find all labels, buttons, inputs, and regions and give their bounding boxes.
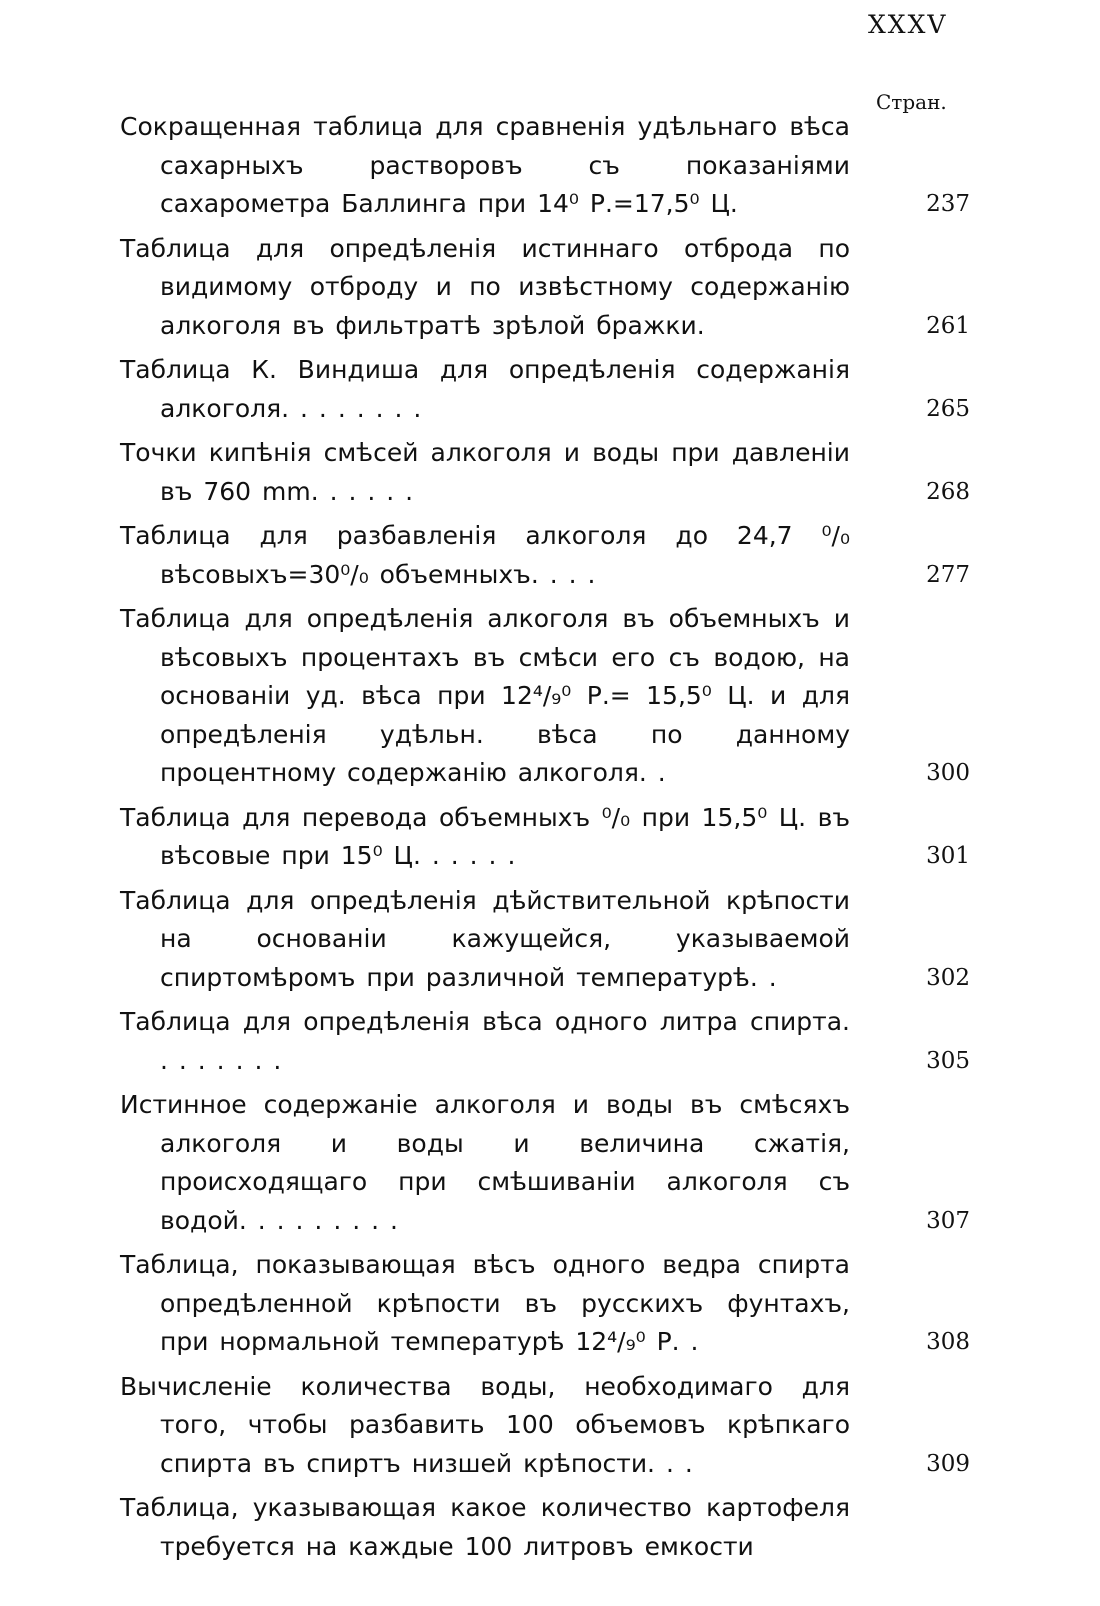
toc-entry-text: Таблица для опредѣленія истиннаго отброда по видимому отброду и по извѣстному содержанію алкоголя въ фильтратѣ зрѣлой бражки. <box>120 233 850 340</box>
toc-entry-page: 277 <box>926 561 970 588</box>
toc-entry <box>120 351 970 428</box>
toc-entry-page: 300 <box>926 760 970 786</box>
toc-entry-page: 305 <box>926 1047 970 1074</box>
toc-entry-text: Таблица для разбавленія алкоголя до 24,7 ⁰/₀ вѣсовыхъ=30⁰/₀ объемныхъ. . . . <box>120 521 850 589</box>
toc-entry <box>120 799 970 876</box>
toc-entry-text: Таблица для опредѣленія дѣйствительной крѣпости на основаніи кажущейся, указываемой спиртомѣромъ при различной температурѣ. . <box>120 885 850 992</box>
toc-entry <box>120 882 970 998</box>
toc-entry-page: 309 <box>926 1450 970 1477</box>
toc-entry <box>120 230 970 346</box>
toc-entry-text: Сокращенная таблица для сравненія удѣльнаго вѣса сахарныхъ растворовъ съ показаніями сахарометра Баллинга при 14⁰ Р.=17,5⁰ Ц. <box>120 112 850 218</box>
toc-entry-page: 261 <box>926 312 970 339</box>
toc-entry <box>120 600 970 793</box>
toc-entry <box>120 1246 970 1362</box>
toc-entry-text: Таблица К. Виндиша для опредѣленія содержанія алкоголя. . . . . . . . <box>120 355 850 423</box>
toc-entry-text: Таблица для опредѣленія вѣса одного литра спирта. . . . . . . . <box>120 1007 850 1075</box>
toc-entry <box>120 1086 970 1240</box>
toc-entry <box>120 1368 970 1484</box>
toc-entry-page: 302 <box>926 964 970 991</box>
toc-entry-page: 307 <box>926 1207 970 1234</box>
toc-entry-page: 268 <box>926 478 970 505</box>
toc-entry <box>120 1003 970 1080</box>
toc-entry <box>120 108 970 224</box>
toc-entry-text: Точки кипѣнія смѣсей алкоголя и воды при давленіи въ 760 mm. . . . . . <box>120 438 850 506</box>
toc-entry-text: Таблица для перевода объемныхъ ⁰/₀ при 15,5⁰ Ц. въ вѣсовые при 15⁰ Ц. . . . . . <box>120 802 850 870</box>
toc-entry-page: 308 <box>926 1329 970 1355</box>
page-number: XXXV <box>868 10 948 39</box>
toc-entry <box>120 434 970 511</box>
toc-entry-page: 301 <box>926 843 970 869</box>
toc-entry-text: Таблица, указывающая какое количество картофеля требуется на каждые 100 литровъ емкости <box>120 1493 850 1561</box>
toc-entry-text: Истинное содержаніе алкоголя и воды въ смѣсяхъ алкоголя и воды и величина сжатія, происходящаго при смѣшиваніи алкоголя съ водой. . . . . . . . . <box>120 1090 850 1235</box>
toc-entry-text: Таблица, показывающая вѣсъ одного ведра спирта опредѣленной крѣпости въ русскихъ фунтахъ, при нормальной температурѣ 12⁴/₉⁰ Р. . <box>120 1250 850 1356</box>
toc-entry-text: Таблица для опредѣленія алкоголя въ объемныхъ и вѣсовыхъ процентахъ въ смѣси его съ водою, на основаніи уд. вѣса при 12⁴/₉⁰ Р.= 15,5⁰ Ц. и для опредѣленія удѣльн. вѣса по данному процентному содержанію алкоголя. . <box>120 604 850 787</box>
table-of-contents <box>120 108 970 1572</box>
toc-entry-page: 237 <box>926 191 970 217</box>
toc-entry-page: 265 <box>926 395 970 422</box>
page-column-label: Стран. <box>876 90 947 114</box>
toc-entry <box>120 517 970 594</box>
toc-entry-text: Вычисленіе количества воды, необходимаго для того, чтобы разбавить 100 объемовъ крѣпкаго спирта въ спиртъ низшей крѣпости. . . <box>120 1371 850 1478</box>
toc-entry <box>120 1489 970 1566</box>
